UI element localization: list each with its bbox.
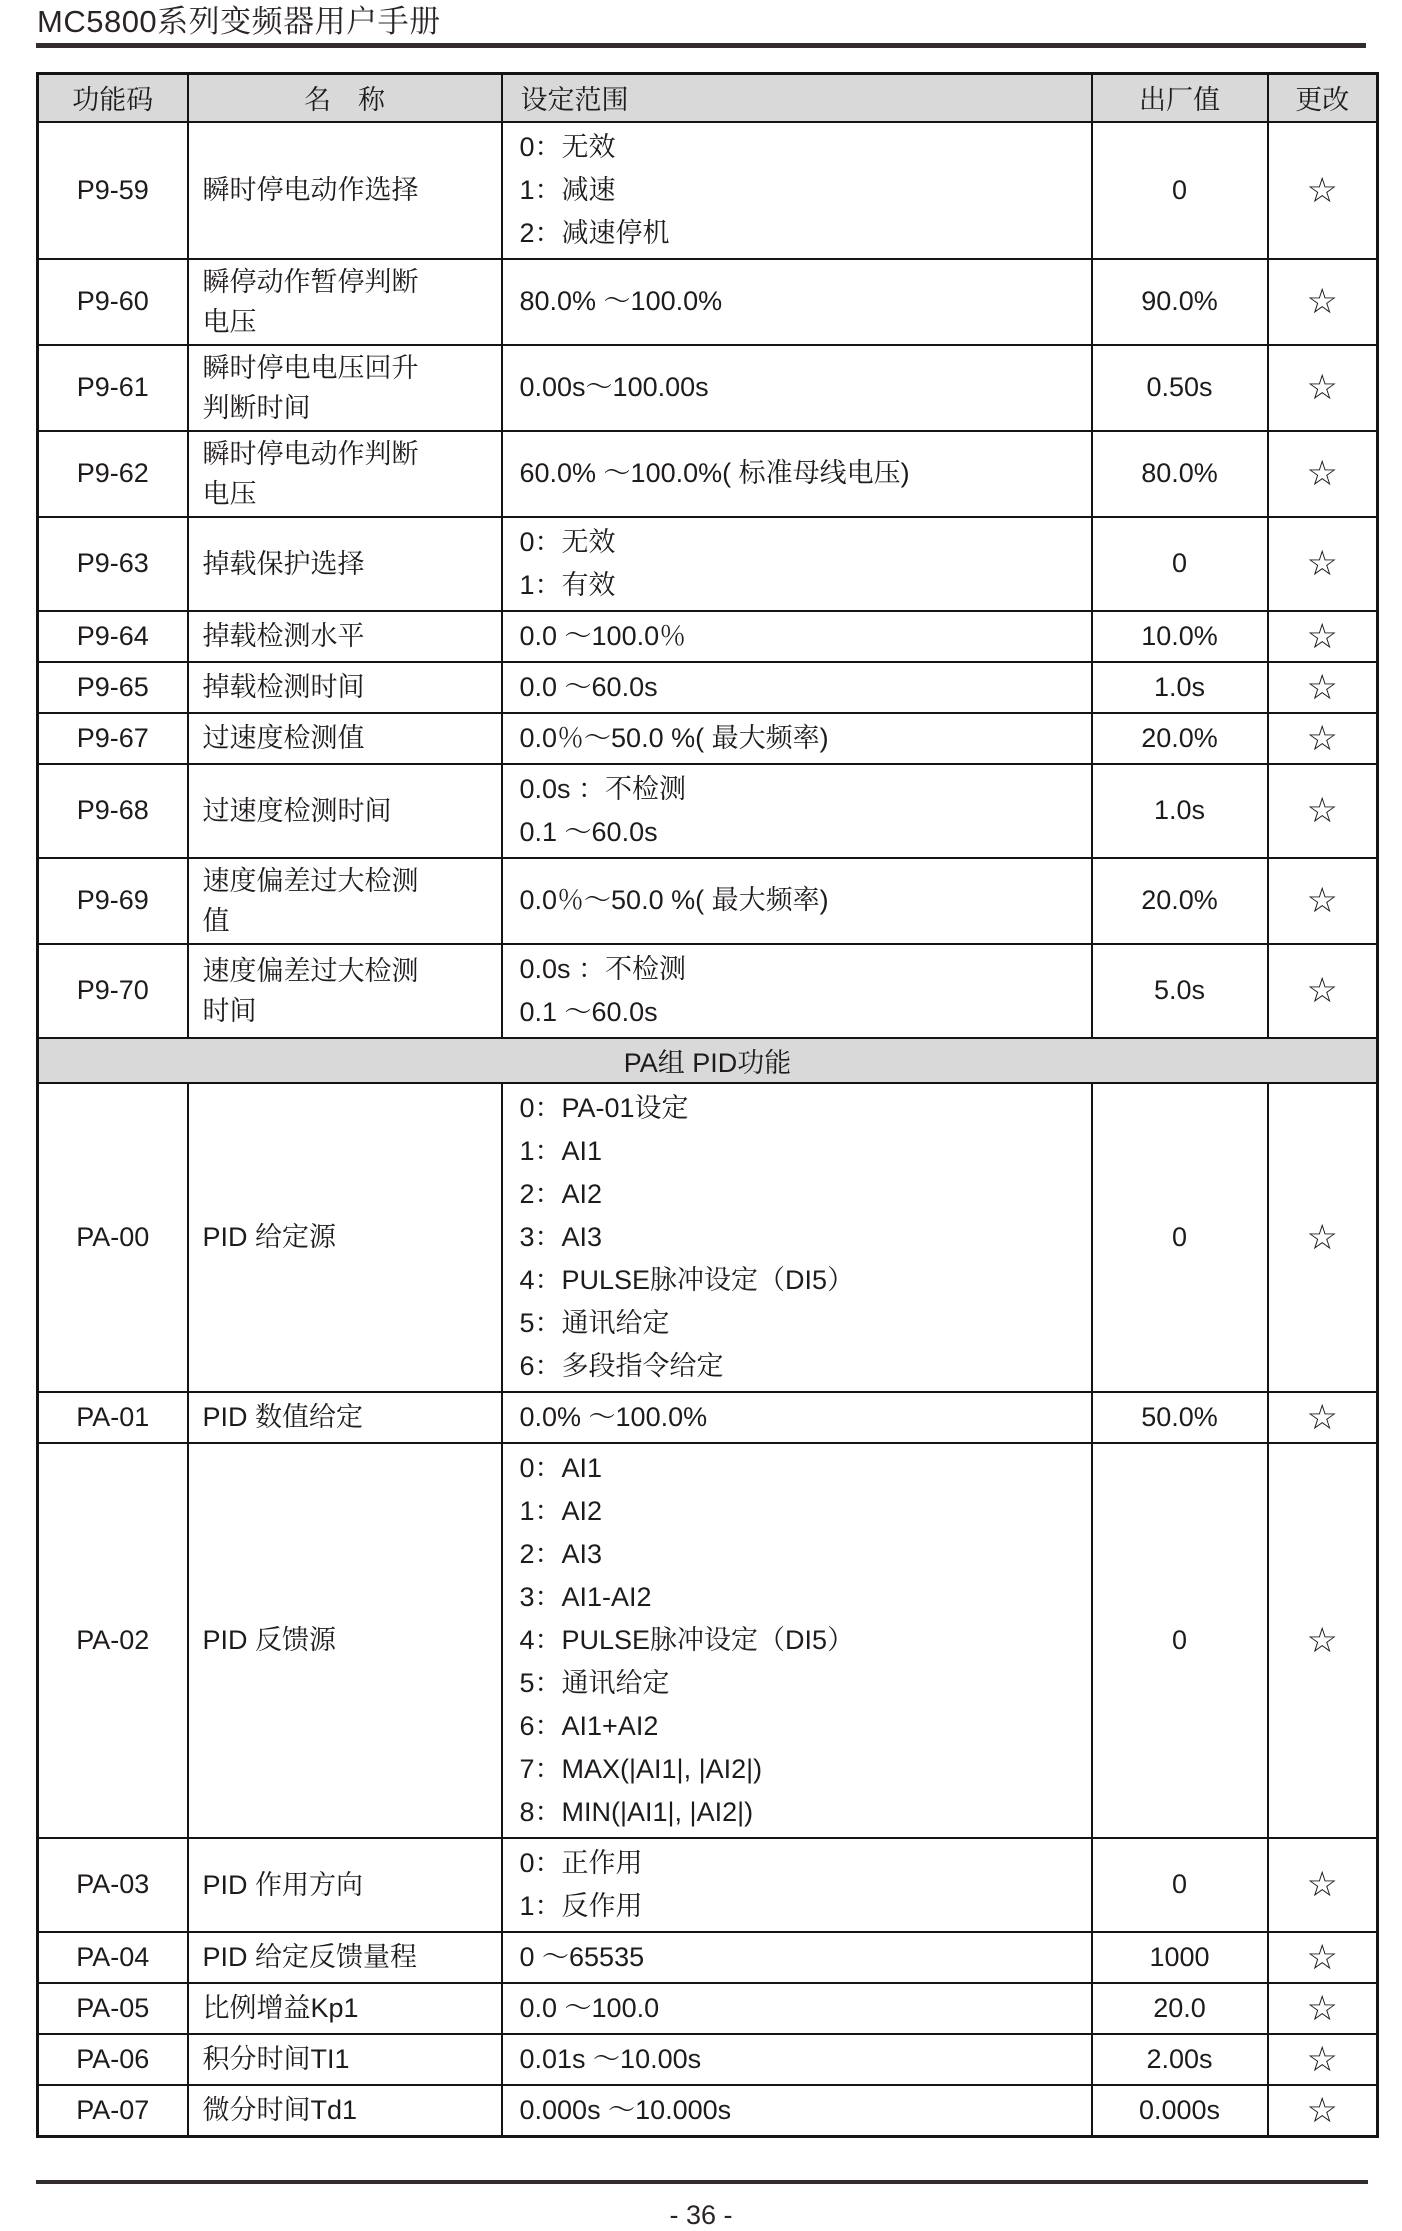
param-code: P9-64 <box>38 611 188 662</box>
param-name-line: 过速度检测值 <box>202 723 365 753</box>
param-range-line: 4：PULSE脉冲设定（DI5） <box>519 1264 855 1295</box>
param-name-line: PID 给定源 <box>202 1222 337 1252</box>
param-name <box>188 944 502 1038</box>
change-star-icon: ☆ <box>1268 259 1378 345</box>
group-header-label: PA组 PID功能 <box>38 1038 1378 1083</box>
param-name-line: PID 给定反馈量程 <box>202 1942 418 1972</box>
param-name <box>188 122 502 259</box>
param-range-line: 0：AI1 <box>519 1452 603 1483</box>
param-name <box>188 1392 502 1443</box>
change-star-icon: ☆ <box>1268 2034 1378 2085</box>
param-range-line: 0 ～65535 <box>519 1941 645 1972</box>
param-name-line: 瞬停动作暂停判断 <box>202 266 419 297</box>
table-row <box>38 1443 1378 1838</box>
param-code: P9-60 <box>38 259 188 345</box>
param-range <box>502 1932 1092 1983</box>
param-name-line: 瞬时停电动作判断 <box>202 438 419 469</box>
param-range <box>502 1392 1092 1443</box>
param-range-line: 0.0 ～100.0％ <box>519 620 687 651</box>
param-range <box>502 259 1092 345</box>
param-name <box>188 858 502 944</box>
param-name-line: 瞬时停电动作选择 <box>202 175 419 205</box>
table-body <box>38 122 1378 2137</box>
param-range-line: 1：AI2 <box>519 1495 603 1526</box>
param-range-line: 0：PA-01设定 <box>519 1092 689 1123</box>
param-range-line: 0.0% ～100.0% <box>519 1401 708 1432</box>
parameter-table <box>36 72 1379 2138</box>
change-star-icon: ☆ <box>1268 1392 1378 1443</box>
param-name <box>188 1838 502 1932</box>
param-code: P9-69 <box>38 858 188 944</box>
param-range-line: 0.0s ：不检测 <box>519 773 687 804</box>
param-code: P9-62 <box>38 431 188 517</box>
table-row <box>38 713 1378 764</box>
param-name-line: 微分时间Td1 <box>202 2095 358 2125</box>
param-range-line: 0.00s～100.00s <box>519 372 709 402</box>
param-name-line: 速度偏差过大检测 <box>202 865 419 896</box>
param-code: PA-02 <box>38 1443 188 1838</box>
table-row <box>38 858 1378 944</box>
change-star-icon: ☆ <box>1268 2085 1378 2137</box>
param-name <box>188 713 502 764</box>
param-code: PA-03 <box>38 1838 188 1932</box>
param-code: PA-07 <box>38 2085 188 2137</box>
param-range <box>502 1083 1092 1392</box>
table-row <box>38 1392 1378 1443</box>
param-range-line: 1：有效 <box>519 569 616 600</box>
param-range <box>502 431 1092 517</box>
param-range-line: 0：无效 <box>519 526 616 557</box>
param-code: PA-06 <box>38 2034 188 2085</box>
param-default-value: 0 <box>1092 1083 1268 1392</box>
change-star-icon: ☆ <box>1268 1932 1378 1983</box>
table-row <box>38 431 1378 517</box>
param-name <box>188 431 502 517</box>
param-code: PA-05 <box>38 1983 188 2034</box>
param-range-line: 0.0 ～100.0 <box>519 1992 660 2023</box>
param-default-value: 90.0% <box>1092 259 1268 345</box>
table-row <box>38 944 1378 1038</box>
param-range-line: 7：MAX(|AI1|, |AI2|) <box>519 1753 763 1784</box>
param-range-line: 3：AI1-AI2 <box>519 1581 652 1612</box>
param-range-line: 1：AI1 <box>519 1135 603 1166</box>
param-range <box>502 713 1092 764</box>
param-default-value: 0 <box>1092 517 1268 611</box>
table-row <box>38 2034 1378 2085</box>
change-star-icon: ☆ <box>1268 1443 1378 1838</box>
param-name-line: 瞬时停电电压回升 <box>202 352 419 383</box>
change-star-icon: ☆ <box>1268 1083 1378 1392</box>
param-default-value: 20.0% <box>1092 858 1268 944</box>
param-range-line: 0：无效 <box>519 131 616 162</box>
param-range <box>502 345 1092 431</box>
param-name <box>188 764 502 858</box>
param-range <box>502 2034 1092 2085</box>
change-star-icon: ☆ <box>1268 517 1378 611</box>
col-header-default: 出厂值 <box>1092 74 1268 122</box>
param-default-value: 1.0s <box>1092 764 1268 858</box>
title-rule <box>36 43 1366 48</box>
param-range-line: 0.0％～50.0 %( 最大频率) <box>519 885 829 915</box>
change-star-icon: ☆ <box>1268 1983 1378 2034</box>
param-name-line: 掉载保护选择 <box>202 548 365 579</box>
change-star-icon: ☆ <box>1268 662 1378 713</box>
param-range-line: 1：反作用 <box>519 1890 643 1921</box>
param-default-value: 0 <box>1092 1838 1268 1932</box>
param-code: PA-04 <box>38 1932 188 1983</box>
param-range-line: 0.1 ～60.0s <box>519 996 658 1027</box>
param-name <box>188 611 502 662</box>
param-name-line: 值 <box>202 905 230 936</box>
table-row <box>38 764 1378 858</box>
table-row <box>38 122 1378 259</box>
table-row <box>38 259 1378 345</box>
param-code: PA-01 <box>38 1392 188 1443</box>
param-code: P9-68 <box>38 764 188 858</box>
param-name <box>188 259 502 345</box>
param-range-line: 4：PULSE脉冲设定（DI5） <box>519 1624 855 1655</box>
param-range-line: 60.0% ～100.0%( 标准母线电压) <box>519 458 910 488</box>
param-name <box>188 2034 502 2085</box>
param-code: P9-70 <box>38 944 188 1038</box>
param-name <box>188 1443 502 1838</box>
param-default-value: 80.0% <box>1092 431 1268 517</box>
param-name-line: 电压 <box>202 478 257 509</box>
param-name <box>188 1932 502 1983</box>
col-header-function-code: 功能码 <box>38 74 188 122</box>
table-row <box>38 345 1378 431</box>
table-row <box>38 517 1378 611</box>
param-range <box>502 764 1092 858</box>
param-range-line: 0.0s ：不检测 <box>519 953 687 984</box>
change-star-icon: ☆ <box>1268 764 1378 858</box>
param-name-line: PID 作用方向 <box>202 1869 364 1900</box>
param-name-line: PID 数值给定 <box>202 1402 364 1432</box>
param-range-line: 0：正作用 <box>519 1847 643 1878</box>
param-name-line: 时间 <box>202 995 257 1026</box>
param-name <box>188 517 502 611</box>
param-range <box>502 662 1092 713</box>
change-star-icon: ☆ <box>1268 345 1378 431</box>
param-default-value: 1.0s <box>1092 662 1268 713</box>
param-range-line: 5：通讯给定 <box>519 1307 670 1338</box>
param-range <box>502 1443 1092 1838</box>
param-range-line: 5：通讯给定 <box>519 1667 670 1698</box>
page-title: MC5800系列变频器用户手册 <box>37 4 441 39</box>
param-default-value: 0 <box>1092 122 1268 259</box>
param-default-value: 2.00s <box>1092 2034 1268 2085</box>
param-name <box>188 1083 502 1392</box>
table-row <box>38 2085 1378 2137</box>
change-star-icon: ☆ <box>1268 713 1378 764</box>
param-range-line: 1：减速 <box>519 174 616 205</box>
table-row <box>38 1838 1378 1932</box>
param-name-line: 掉载检测水平 <box>202 621 365 651</box>
param-range-line: 8：MIN(|AI1|, |AI2|) <box>519 1796 754 1827</box>
change-star-icon: ☆ <box>1268 122 1378 259</box>
table-row <box>38 1932 1378 1983</box>
param-range <box>502 1983 1092 2034</box>
param-range-line: 80.0% ～100.0% <box>519 286 723 316</box>
param-range-line: 2：减速停机 <box>519 217 670 248</box>
param-range <box>502 944 1092 1038</box>
param-name <box>188 1983 502 2034</box>
param-range-line: 0.000s ～10.000s <box>519 2094 732 2125</box>
param-range <box>502 517 1092 611</box>
param-default-value: 20.0 <box>1092 1983 1268 2034</box>
param-range-line: 2：AI3 <box>519 1538 603 1569</box>
param-name-line: 掉载检测时间 <box>202 672 365 702</box>
param-range <box>502 122 1092 259</box>
param-code: P9-59 <box>38 122 188 259</box>
change-star-icon: ☆ <box>1268 1838 1378 1932</box>
param-name-line: 积分时间TI1 <box>202 2044 350 2074</box>
param-range <box>502 611 1092 662</box>
param-range-line: 0.0 ～60.0s <box>519 671 658 702</box>
param-code: PA-00 <box>38 1083 188 1392</box>
param-range-line: 6：多段指令给定 <box>519 1350 724 1381</box>
param-range-line: 0.0％～50.0 %( 最大频率) <box>519 722 829 753</box>
param-range-line: 0.01s ～10.00s <box>519 2043 702 2074</box>
param-default-value: 1000 <box>1092 1932 1268 1983</box>
param-name-line: 速度偏差过大检测 <box>202 955 419 986</box>
param-range-line: 6：AI1+AI2 <box>519 1710 659 1741</box>
group-header-row <box>38 1038 1378 1083</box>
col-header-change: 更改 <box>1268 74 1378 122</box>
table-row <box>38 662 1378 713</box>
param-range <box>502 1838 1092 1932</box>
param-default-value: 20.0% <box>1092 713 1268 764</box>
param-code: P9-67 <box>38 713 188 764</box>
param-range-line: 3：AI3 <box>519 1221 603 1252</box>
param-range-line: 2：AI2 <box>519 1178 603 1209</box>
param-code: P9-61 <box>38 345 188 431</box>
param-default-value: 0.000s <box>1092 2085 1268 2137</box>
param-name <box>188 662 502 713</box>
param-default-value: 50.0% <box>1092 1392 1268 1443</box>
page-number: - 36 - <box>669 2199 733 2230</box>
table-row <box>38 611 1378 662</box>
table-row <box>38 1983 1378 2034</box>
param-name-line: 判断时间 <box>202 392 311 423</box>
table-row <box>38 1083 1378 1392</box>
param-name <box>188 345 502 431</box>
param-code: P9-65 <box>38 662 188 713</box>
param-code: P9-63 <box>38 517 188 611</box>
param-default-value: 5.0s <box>1092 944 1268 1038</box>
param-name-line: 过速度检测时间 <box>202 795 392 826</box>
col-header-name: 名 称 <box>188 74 502 122</box>
change-star-icon: ☆ <box>1268 611 1378 662</box>
param-range <box>502 858 1092 944</box>
param-name-line: 电压 <box>202 306 257 337</box>
param-default-value: 10.0% <box>1092 611 1268 662</box>
param-name-line: PID 反馈源 <box>202 1625 337 1655</box>
col-header-range: 设定范围 <box>502 74 1092 122</box>
param-name-line: 比例增益Kp1 <box>202 1993 359 2023</box>
param-range-line: 0.1 ～60.0s <box>519 816 658 847</box>
param-name <box>188 2085 502 2137</box>
change-star-icon: ☆ <box>1268 944 1378 1038</box>
change-star-icon: ☆ <box>1268 858 1378 944</box>
param-default-value: 0.50s <box>1092 345 1268 431</box>
table-header-row <box>38 74 1378 122</box>
change-star-icon: ☆ <box>1268 431 1378 517</box>
param-range <box>502 2085 1092 2137</box>
footer-rule <box>36 2180 1368 2184</box>
param-default-value: 0 <box>1092 1443 1268 1838</box>
